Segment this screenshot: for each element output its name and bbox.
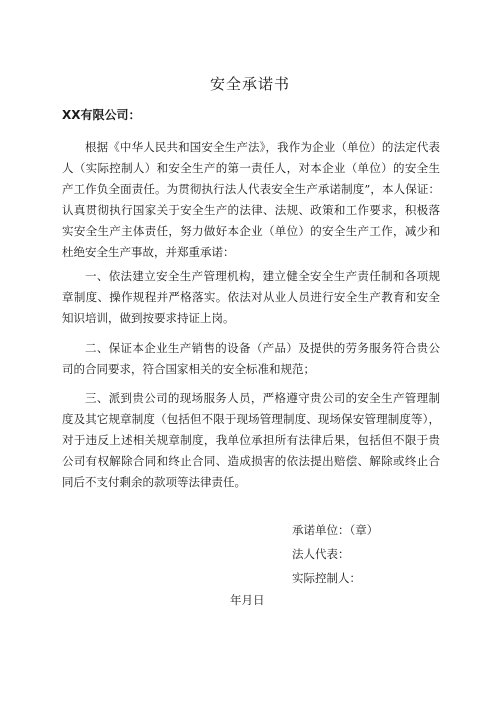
addressee: XX有限公司： [62,108,141,122]
signature-unit: 承诺单位：（章） [292,523,379,537]
paragraph-preamble: 根据《中华人民共和国安全生产法》，我作为企业（单位）的法定代表人（实际控制人）和安全生产的第一责任人，对本企业（单位）的安全生产工作负全面责任。为贯彻执行法人代表安全生产承诺制度”，本人保证：认真贯彻执行国家关于安全生产的法律、法规、政策和工作要求，积极落实安全生产主体责任，努力做好本企业（单位）的安全生产工作，减少和杜绝安全生产事故，并郑重承诺： [62,140,440,259]
signature-controller: 实际控制人： [292,571,361,585]
paragraph-commitment-3: 三、派到贵公司的现场服务人员，严格遵守贵公司的安全生产管理制度及其它规章制度（包括但不限于现场管理制度、现场保安管理制度等），对于违反上述相关规章制度，我单位承担所有法律后果，包括但不限于贵公司有权解除合同和终止合同、造成损害的依法提出赔偿、解除或终止合同后不支付剩余的款项等法律责任。 [62,391,440,489]
paragraph-commitment-1: 一、依法建立安全生产管理机构，建立健全安全生产责任制和各项规章制度、操作规程并严格落实。依法对从业人员进行安全生产教育和安全知识培训，做到按要求持证上岗。 [62,269,440,325]
date-line: 年月日 [230,593,265,607]
signature-legal-rep: 法人代表： [292,547,350,561]
document-title: 安全承诺书 [209,75,290,93]
paragraph-commitment-2: 二、保证本企业生产销售的设备（产品）及提供的劳务服务符合贵公司的合同要求，符合国家相关的安全标准和规范； [62,341,440,376]
